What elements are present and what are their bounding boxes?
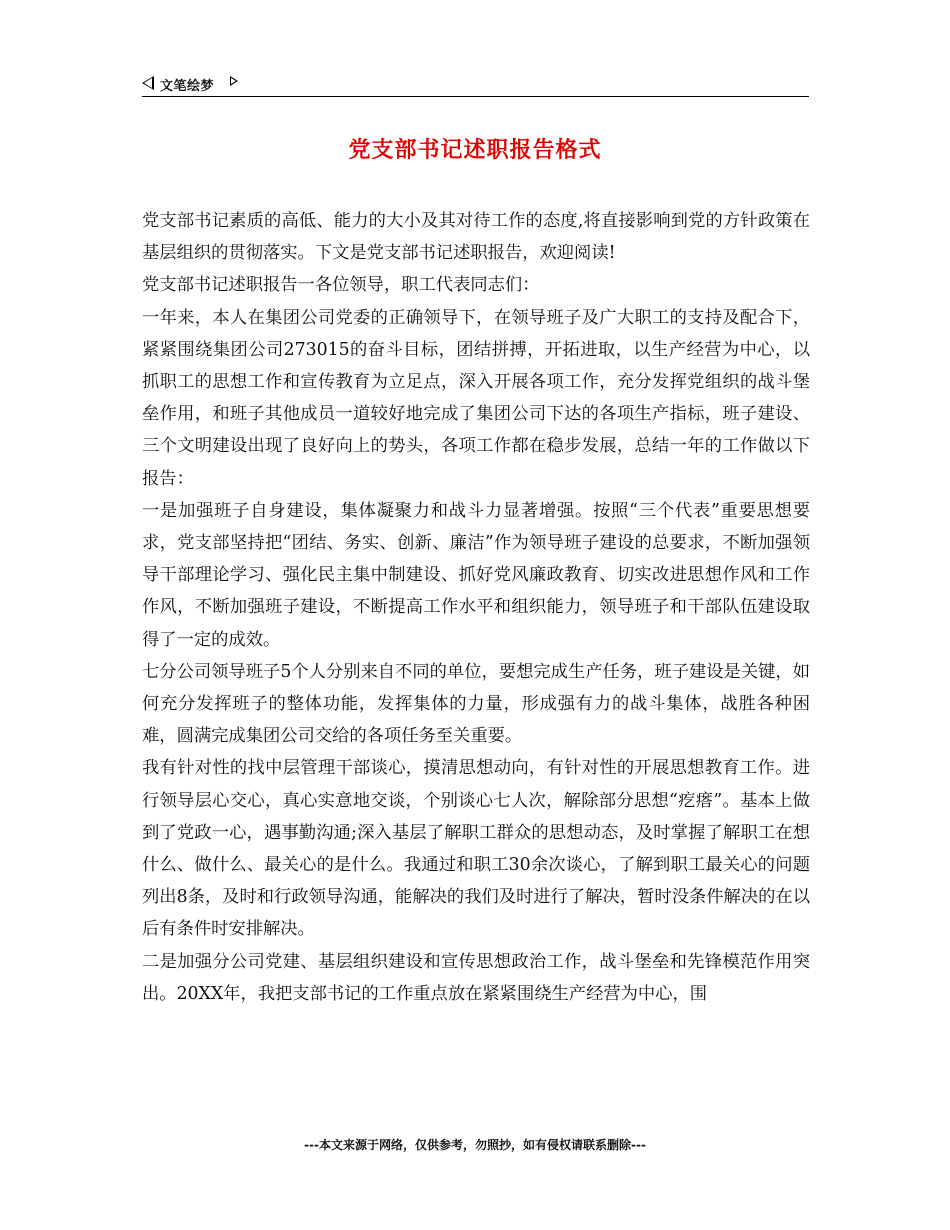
document-title: 党支部书记述职报告格式 — [348, 138, 602, 163]
paragraph: 党支部书记素质的高低、能力的大小及其对待工作的态度,将直接影响到党的方针政策在基层组织的贯彻落实。下文是党支部书记述职报告，欢迎阅读! — [142, 211, 810, 264]
triangle-left-icon — [142, 76, 154, 90]
page-footer: ---本文来源于网络，仅供参考，勿照抄，如有侵权请联系删除--- — [304, 1138, 646, 1152]
paragraph: 我有针对性的找中层管理干部谈心，摸清思想动向，有针对性的开展思想教育工作。进行领导层心交心，真心实意地交谈，个别谈心七人次，解除部分思想“疙瘩”。基本上做到了党政一心，遇事勤沟通;深入基层了解职工群众的思想动态，及时掌握了解职工在想什么、做什么、最关心的是什么。我通过和职工30余次谈心，了解到职工最关心的问题列出8条，及时和行政领导沟通，能解决的我们及时进行了解决，暂时没条件解决的在以后有条件时安排解决。 — [142, 758, 810, 940]
triangle-right-icon — [230, 76, 238, 86]
page-header — [142, 72, 809, 97]
paragraph: 七分公司领导班子5个人分别来自不同的单位，要想完成生产任务，班子建设是关键，如何充分发挥班子的整体功能，发挥集体的力量，形成强有力的战斗集体，战胜各种困难，圆满完成集团公司交给的各项任务至关重要。 — [142, 661, 810, 747]
paragraph: 一年来，本人在集团公司党委的正确领导下，在领导班子及广大职工的支持及配合下，紧紧围绕集团公司273015的奋斗目标，团结拼搏，开拓进取，以生产经营为中心，以抓职工的思想工作和宣传教育为立足点，深入开展各项工作，充分发挥党组织的战斗堡垒作用，和班子其他成员一道较好地完成了集团公司下达的各项生产指标，班子建设、三个文明建设出现了良好向上的势头，各项工作都在稳步发展，总结一年的工作做以下报告： — [142, 307, 810, 489]
document-body — [142, 205, 810, 1010]
paragraph: 二是加强分公司党建、基层组织建设和宣传思想政治工作，战斗堡垒和先锋模范作用突出。20XX年，我把支部书记的工作重点放在紧紧围绕生产经营为中心，围 — [142, 951, 810, 1004]
paragraph: 党支部书记述职报告一各位领导，职工代表同志们： — [142, 275, 540, 296]
header-brand: 文笔绘梦 — [160, 79, 215, 94]
paragraph: 一是加强班子自身建设，集体凝聚力和战斗力显著增强。按照“三个代表”重要思想要求，党支部坚持把“团结、务实、创新、廉洁”作为领导班子建设的总要求，不断加强领导干部理论学习、强化民主集中制建设、抓好党风廉政教育、切实改进思想作风和工作作风，不断加强班子建设，不断提高工作水平和组织能力，领导班子和干部队伍建设取得了一定的成效。 — [142, 500, 810, 650]
